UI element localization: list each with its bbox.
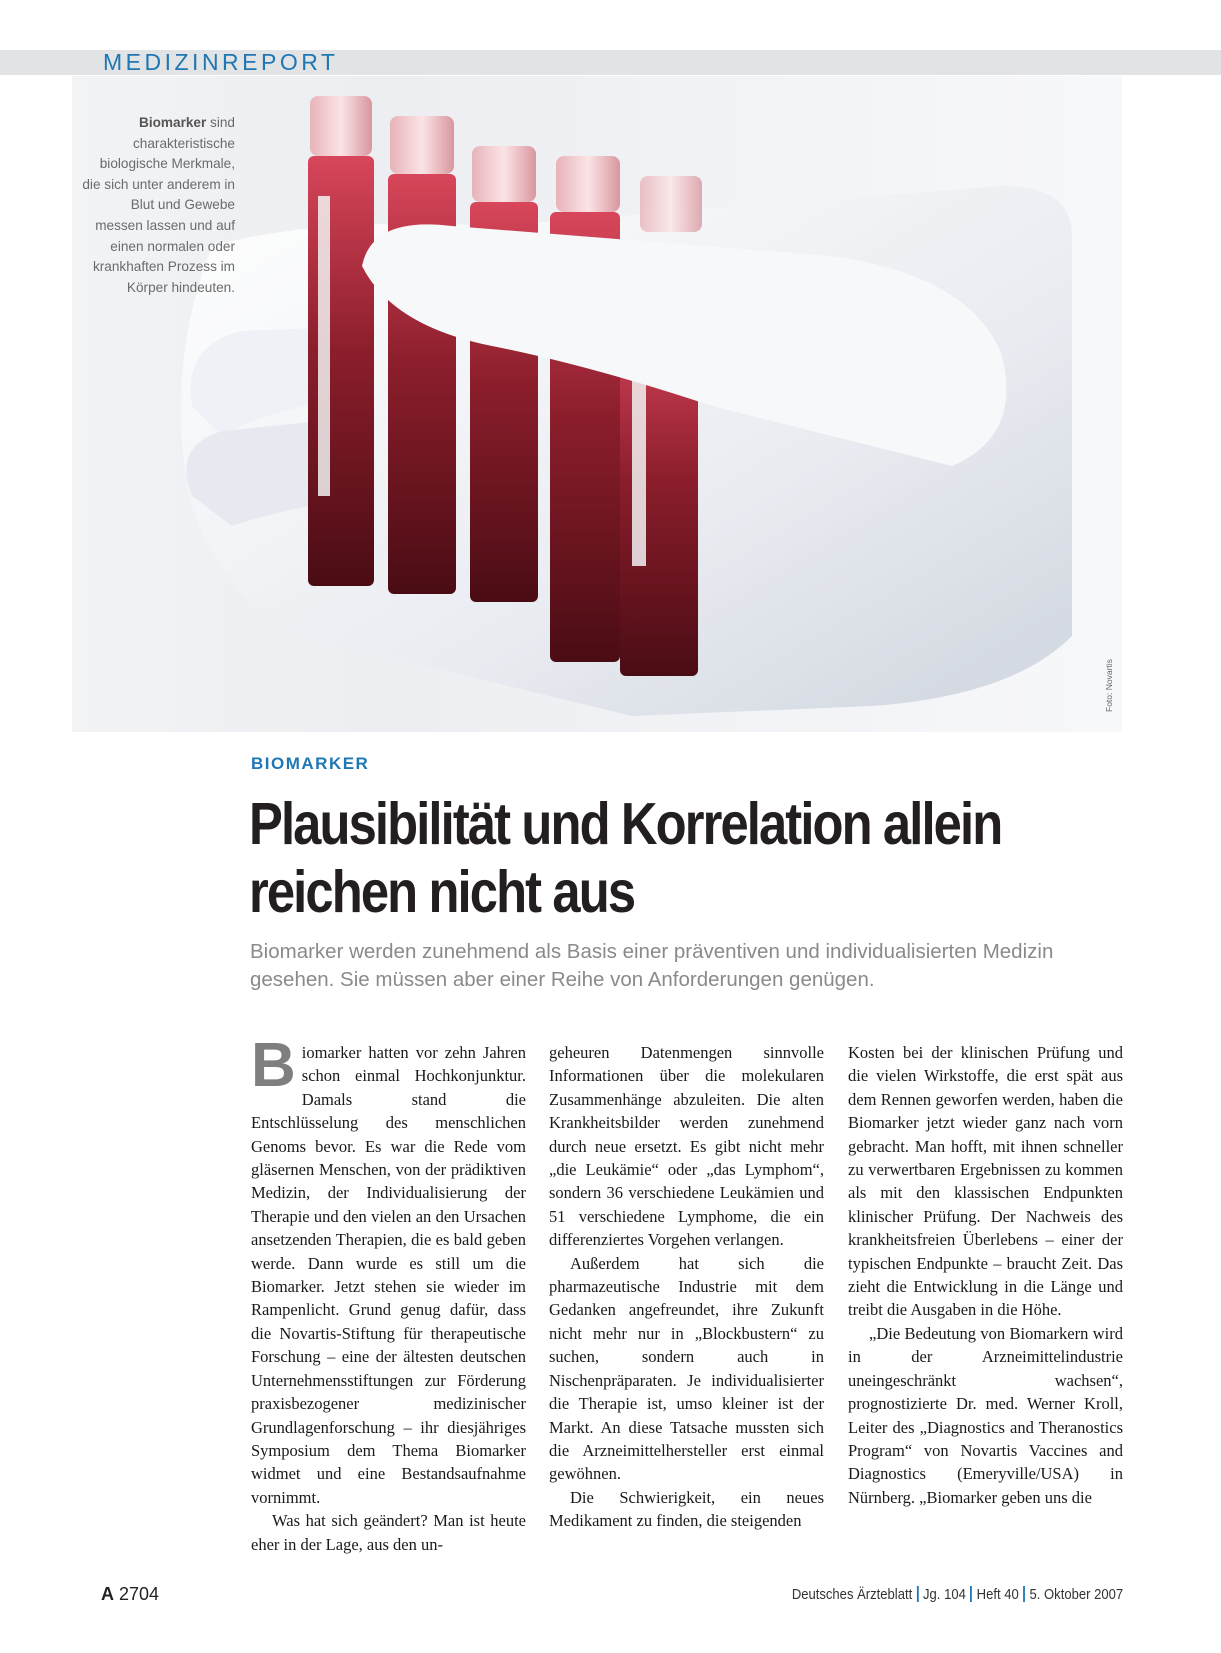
paragraph: Kosten bei der klinischen Prüfung und die vielen Wirkstoffe, die erst spät aus dem Rennen geworfen werden, haben die Biomarker jetzt wieder ganz nach vorn gebracht. Man hofft, mit ihnen schneller zu verwertbaren Ergebnissen zu kommen als mit den klassischen Endpunkten klinischer Prüfung. Der Nachweis des krankheitsfreien Überlebens – einer der typischen Endpunkte – braucht Zeit. Das zieht die Entwicklung in die Länge und treibt die Ausgaben in die Höhe. [848, 1043, 1123, 1320]
photo-caption [80, 113, 235, 298]
section-label: MEDIZINREPORT [103, 49, 339, 75]
article-kicker: BIOMARKER [251, 754, 370, 773]
tube-2 [388, 116, 456, 594]
tube-4 [550, 156, 620, 662]
journal-volume: Jg. 104 [922, 1587, 966, 1603]
page-number-value: 2704 [119, 1584, 160, 1604]
footer-separator [970, 1586, 972, 1602]
footer-separator [1023, 1586, 1025, 1602]
paragraph [251, 1031, 526, 1509]
caption-text: sind charakteristische biologische Merkmale, die sich unter anderem in Blut und Gewebe messen lassen und auf einen normalen oder krankhaften Prozess im Körper hindeuten. [82, 115, 235, 295]
page-number [101, 1584, 159, 1605]
text-column-2 [549, 1041, 824, 1533]
headline-line-1: Plausibilität und Korrelation allein [249, 791, 1002, 857]
journal-footer [792, 1586, 1123, 1603]
journal-issue: Heft 40 [976, 1587, 1019, 1603]
article-deck: Biomarker werden zunehmend als Basis einer präventiven und individualisierten Medizin gesehen. Sie müssen aber einer Reihe von Anforderungen genügen. [250, 940, 1054, 991]
paragraph: Die Schwierigkeit, ein neues Medikament zu finden, die steigenden [549, 1487, 824, 1531]
headline-line-2: reichen nicht aus [249, 859, 635, 925]
caption-lead: Biomarker [139, 115, 207, 130]
text-column-1 [251, 1031, 526, 1556]
photo-credit: Foto: Novartis [1104, 659, 1114, 712]
paragraph-text: iomarker hatten vor zehn Jahren schon einmal Hochkonjunktur. Damals stand die Entschlüsselung des menschlichen Genoms bevor. Es war die Rede vom gläsernen Menschen, von der prädiktiven Medizin, der Individualisierung der Therapie und den vielen an den Ursachen ansetzenden Therapien, die es bald geben werde. Dann wurde es still um die Biomarker. Jetzt stehen sie wieder im Rampenlicht. Grund genug dafür, dass die Novartis-Stiftung für therapeutische Forschung – eine der ältesten deutschen Unternehmensstiftungen zur Förderung praxisbezogener medizinischer Grundlagenforschung – ihr diesjähriges Symposium dem Thema Biomarker widmet und eine Bestandsaufnahme vornimmt. [251, 1043, 526, 1507]
paragraph: Was hat sich geändert? Man ist heute eher in der Lage, aus den un- [251, 1511, 526, 1554]
tube-3 [470, 146, 538, 602]
paragraph: Außerdem hat sich die pharmazeutische Industrie mit dem Gedanken angefreundet, ihre Zukunft nicht mehr nur in „Blockbustern“ zu suchen, sondern auch in Nischenpräparaten. Je individualisierter die Therapie ist, umso kleiner ist der Markt. An diese Tatsache mussten sich die Arzneimittelhersteller erst einmal gewöhnen. [549, 1253, 824, 1484]
text-column-3 [848, 1041, 1123, 1509]
page-prefix: A [101, 1584, 114, 1604]
paragraph: „Die Bedeutung von Biomarkern wird in der Arzneimittelindustrie uneingeschränkt wachsen“, prognostizierte Dr. med. Werner Kroll, Leiter des „Diagnostics and Theranostics Program“ von Novartis Vaccines and Diagnostics (Emeryville/USA) in Nürnberg. „Biomarker geben uns die [848, 1323, 1123, 1507]
footer-separator [917, 1586, 919, 1602]
tube-1 [308, 96, 374, 586]
paragraph: geheuren Datenmengen sinnvolle Informationen über die molekularen Zusammenhänge abzuleiten. Die alten Krankheitsbilder werden zunehmend durch neue ersetzt. Es gibt nicht mehr „die Leukämie“ oder „das Lymphom“, sondern 36 verschiedene Leukämien und 51 verschiedene Lymphome, die ein differenziertes Vorgehen verlangen. [549, 1043, 824, 1250]
article-headline [249, 790, 1049, 926]
journal-date: 5. Oktober 2007 [1029, 1587, 1123, 1603]
journal-name: Deutsches Ärzteblatt [791, 1587, 913, 1603]
drop-cap: B [251, 1031, 296, 1100]
